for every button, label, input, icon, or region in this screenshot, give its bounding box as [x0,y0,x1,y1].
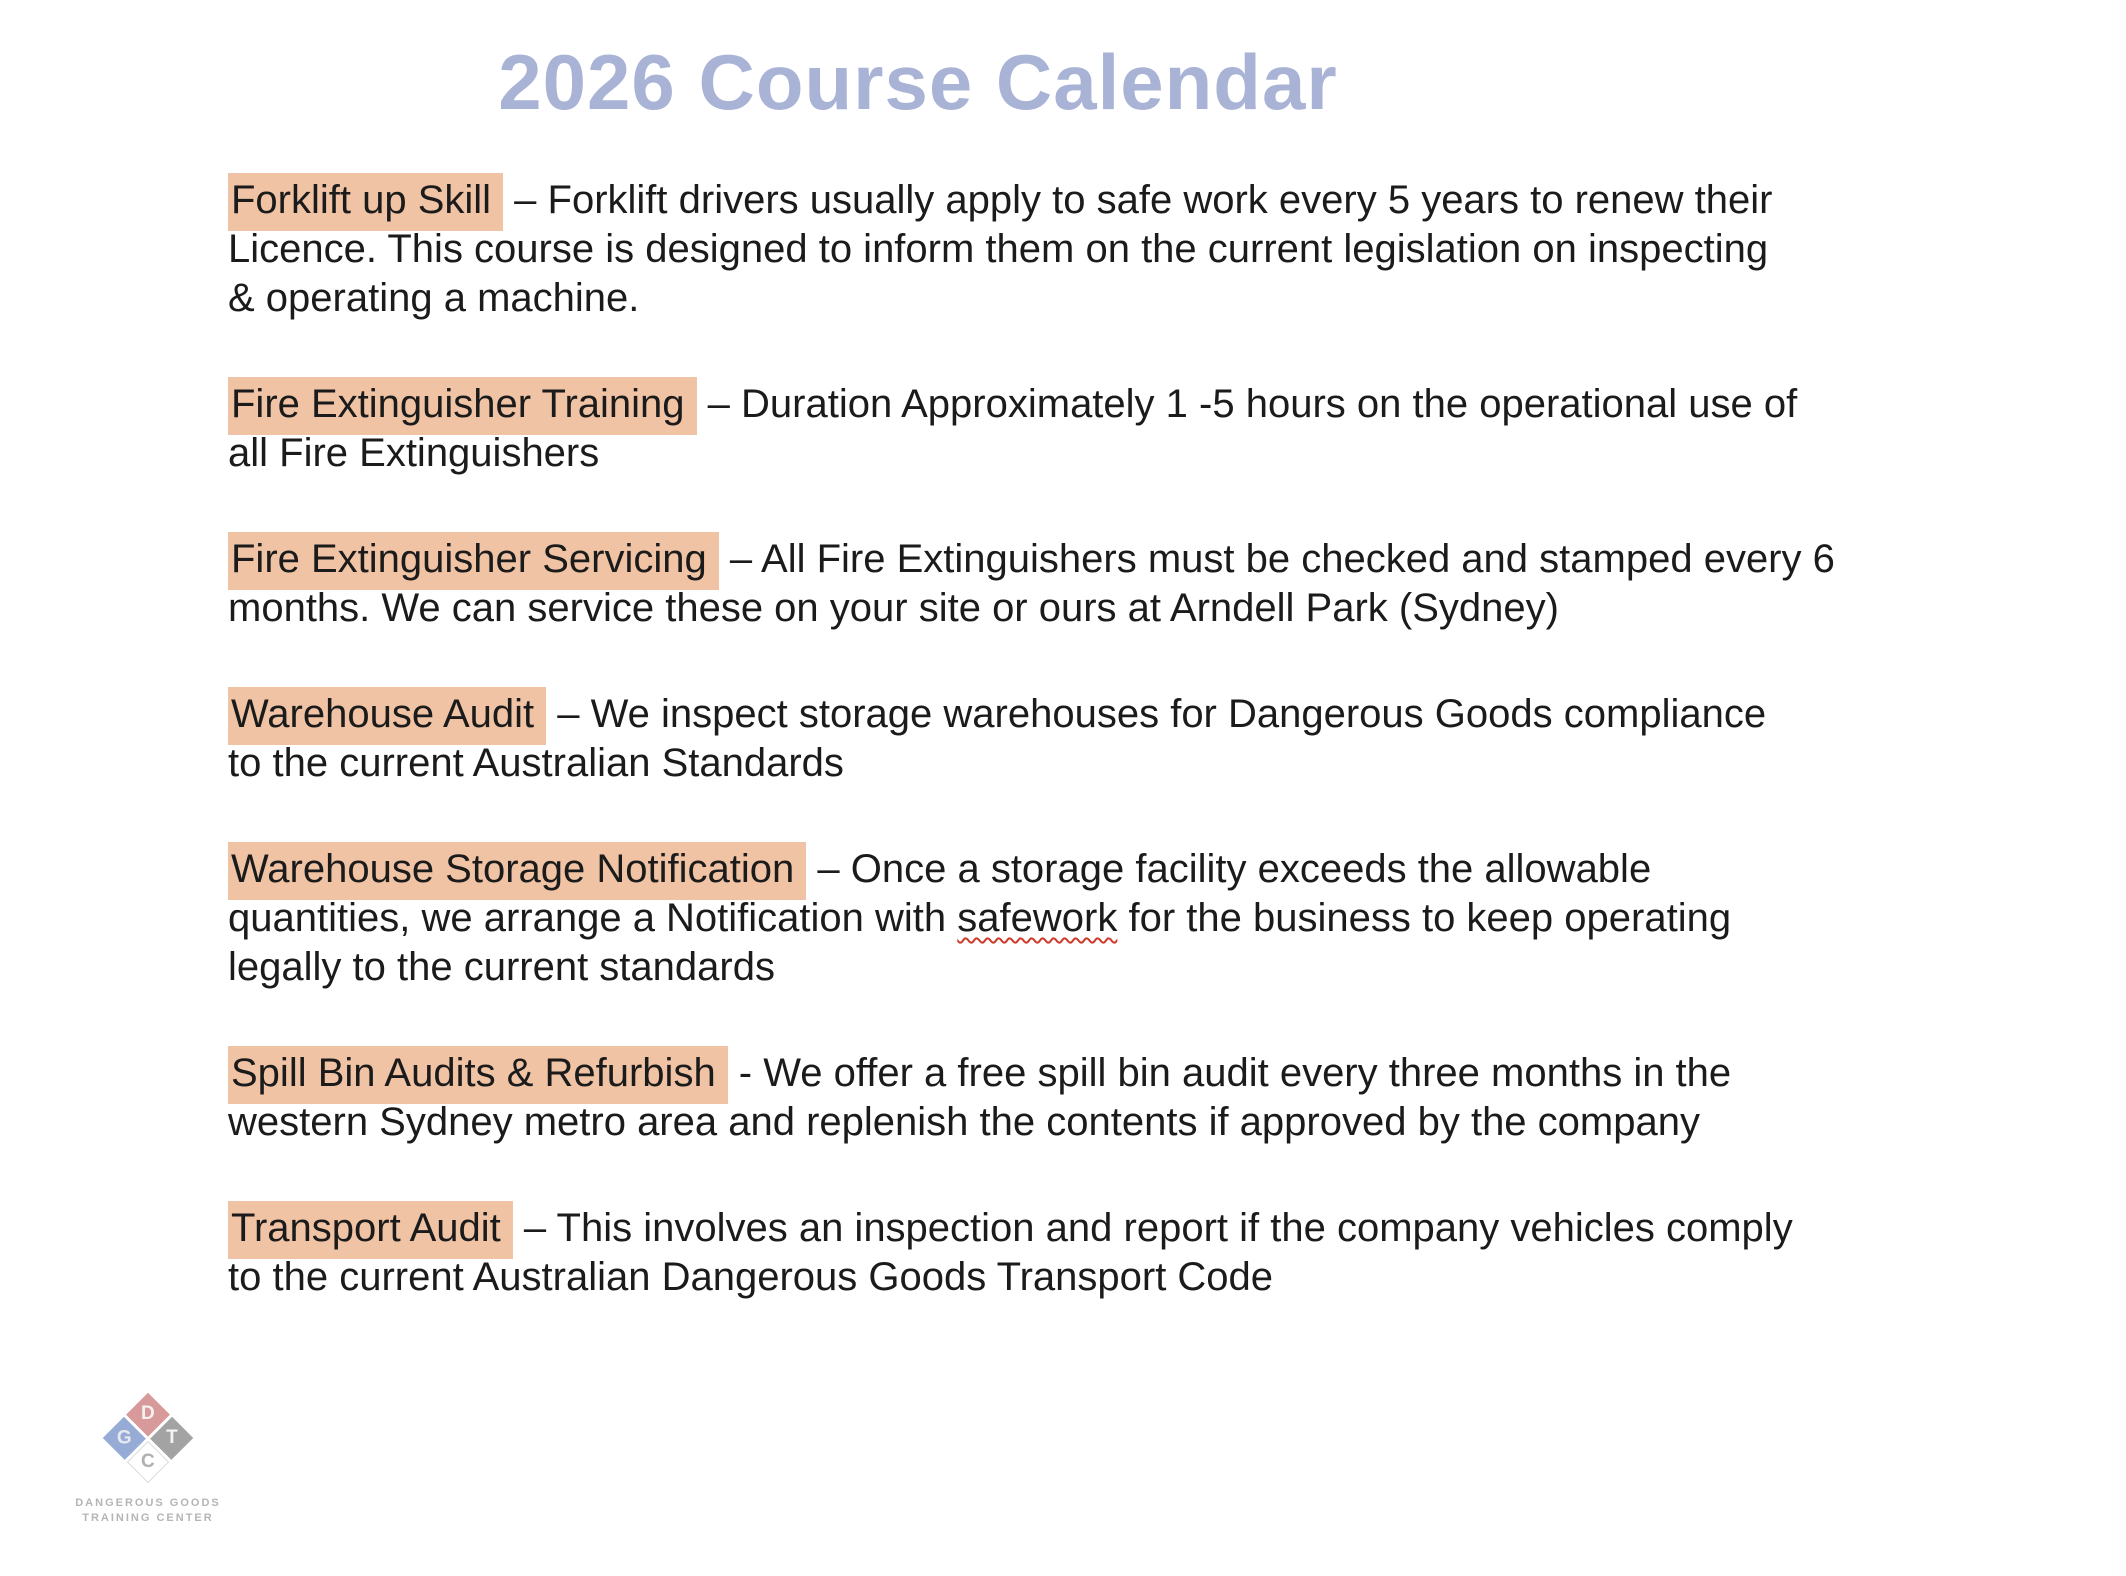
text-line [228,1098,1998,1147]
misspelled-word: safework [957,896,1118,940]
course-heading-highlight: Forklift up Skill [228,173,503,231]
text-line [228,1204,1998,1253]
logo-letter-g: G [116,1427,132,1448]
course-heading-highlight: Transport Audit [228,1201,513,1259]
course-paragraph [228,845,1998,992]
text-line [228,894,1998,943]
course-text: months. We can service these on your site or ours at Arndell Park (Sydney) [228,586,1559,630]
course-paragraph [228,1049,1998,1147]
text-line [228,943,1998,992]
text-line [228,429,1998,478]
logo-caption [46,1496,250,1526]
course-text: – Forklift drivers usually apply to safe work every 5 years to renew their [503,178,1773,222]
text-line [228,690,1998,739]
course-text: - We offer a free spill bin audit every three months in the [727,1051,1732,1095]
text-line [228,274,1998,323]
course-text: quantities, we arrange a Notification with [228,896,958,940]
text-line [228,845,1998,894]
logo-caption-line1: DANGEROUS GOODS [75,1497,221,1509]
logo-letter-c: C [141,1450,155,1472]
course-text: to the current Australian Dangerous Goods Transport Code [228,1255,1274,1299]
hazard-diamond-icon [103,1393,194,1484]
logo-letter-t: T [165,1426,178,1448]
course-text: western Sydney metro area and replenish the contents if approved by the company [228,1100,1700,1144]
course-heading-highlight: Fire Extinguisher Training [228,377,697,435]
logo-letter-d: D [141,1403,155,1425]
course-text: – Duration Approximately 1 -5 hours on the operational use of [696,382,1798,426]
course-paragraph [228,535,1998,633]
text-line [228,225,1998,274]
course-heading-highlight: Warehouse Audit [228,687,546,745]
text-line [228,535,1998,584]
course-text: – We inspect storage warehouses for Dangerous Goods compliance [546,692,1767,736]
course-heading-highlight: Warehouse Storage Notification [228,842,806,900]
course-paragraph [228,1204,1998,1302]
course-text: & operating a machine. [228,276,640,320]
dgtc-logo [100,1390,196,1486]
text-line [228,176,1998,225]
course-text: – Once a storage facility exceeds the allowable [806,847,1652,891]
course-text: legally to the current standards [228,945,775,989]
logo-caption-line2: TRAINING CENTER [82,1512,214,1524]
course-paragraph [228,380,1998,478]
course-heading-highlight: Fire Extinguisher Servicing [228,532,719,590]
course-text: all Fire Extinguishers [228,431,600,475]
course-heading-highlight: Spill Bin Audits & Refurbish [228,1046,728,1104]
course-text: – This involves an inspection and report if the company vehicles comply [512,1206,1793,1250]
page-title: 2026 Course Calendar [498,38,1338,126]
course-text: Licence. This course is designed to inform them on the current legislation on inspecting [228,227,1769,271]
course-paragraph [228,176,1998,323]
course-text: to the current Australian Standards [228,741,844,785]
text-line [228,380,1998,429]
course-paragraph [228,690,1998,788]
text-line [228,584,1998,633]
course-text: – All Fire Extinguishers must be checked and stamped every 6 [718,537,1835,581]
course-text: for the business to keep operating [1117,896,1732,940]
course-list [228,176,1998,1359]
text-line [228,739,1998,788]
text-line [228,1253,1998,1302]
text-line [228,1049,1998,1098]
